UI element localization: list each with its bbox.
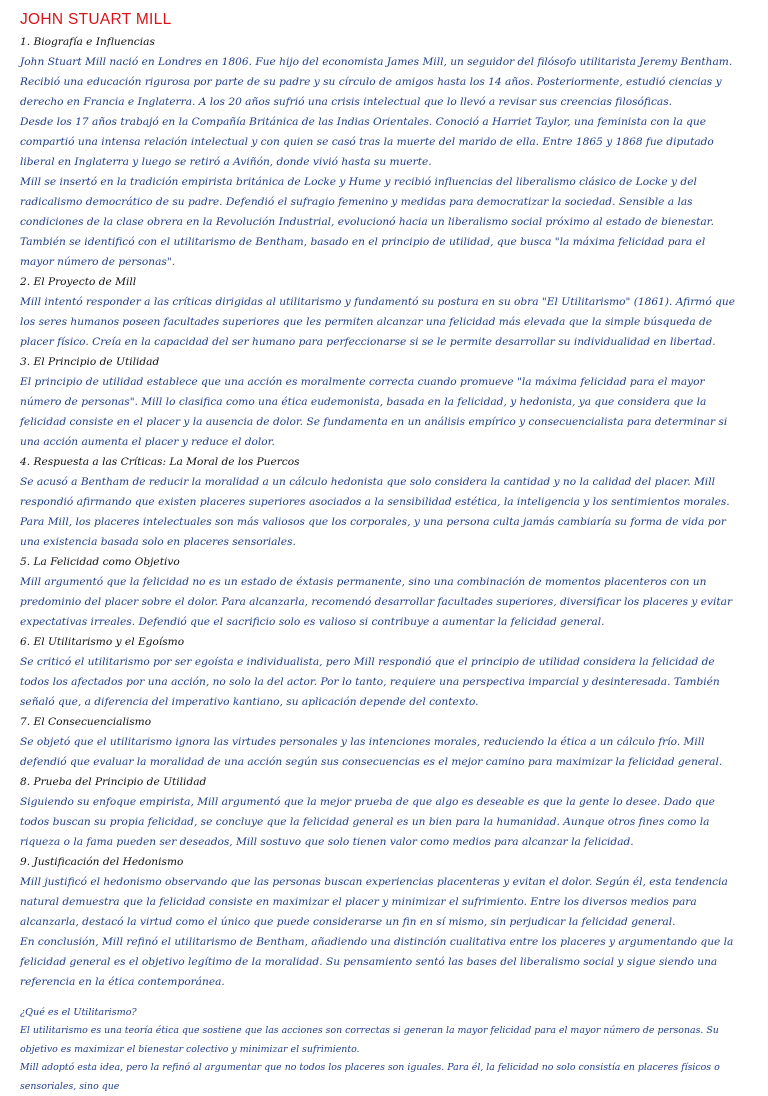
section-heading: 1. Biografía e Influencias [20,36,155,48]
appendix-paragraph: Mill adoptó esta idea, pero la refinó al argumentar que no todos los placeres son iguales. Para él, la felicidad no solo consistía en placeres físicos o sensoriales, sino que [20,1062,720,1092]
section-paragraph: Mill intentó responder a las críticas dirigidas al utilitarismo y fundamentó su postura en su obra "El Utilitarismo" (1861). Afirmó que los seres humanos poseen facultades superiores que les permiten alcanzar una felicidad más elevada que la simple búsqueda de placer físico. Creía en la capacidad del ser humano para perfeccionarse si se le permite desarrollar su individualidad en libertad. [20,296,735,348]
section-paragraph: Mill argumentó que la felicidad no es un estado de éxtasis permanente, sino una combinación de momentos placenteros con un predominio del placer sobre el dolor. Para alcanzarla, recomendó desarrollar facultades superiores, diversificar los placeres y evitar expectativas irreales. Defendió que el sacrificio solo es valioso si contribuye a aumentar la felicidad general. [20,576,733,628]
section-paragraph: John Stuart Mill nació en Londres en 1806. Fue hijo del economista James Mill, un seguidor del filósofo utilitarista Jeremy Bentham. Recibió una educación rigurosa por parte de su padre y su círculo de amigos hasta los 14 años. Posteriormente, estudió ciencias y derecho en Francia e Inglaterra. A los 20 años sufrió una crisis intelectual que lo llevó a revisar sus creencias filosóficas. [20,56,733,108]
section-paragraph: Desde los 17 años trabajó en la Compañía Británica de las Indias Orientales. Conoció a Harriet Taylor, una feminista con la que compartió una intensa relación intelectual y con quien se casó tras la muerte del marido de ella. Entre 1865 y 1868 fue diputado liberal en Inglaterra y luego se retiró a Aviñón, donde vivió hasta su muerte. [20,116,714,168]
document-title: JOHN STUART MILL [20,11,172,28]
section-heading: 6. El Utilitarismo y el Egoísmo [20,636,185,648]
section-6 [20,632,738,712]
section-paragraph: Siguiendo su enfoque empirista, Mill argumentó que la mejor prueba de que algo es deseable es que la gente lo desee. Dado que todos buscan su propia felicidad, se concluye que la felicidad general es un bien para la humanidad. Aunque otros fines como la riqueza o la fama pueden ser deseados, Mill sostuvo que solo tienen valor como medios para alcanzar la felicidad. [20,796,715,848]
section-heading: 5. La Felicidad como Objetivo [20,556,180,568]
appendix-heading: ¿Qué es el Utilitarismo? [20,1007,137,1018]
section-4 [20,452,738,552]
section-paragraph: Mill se insertó en la tradición empirista británica de Locke y Hume y recibió influencias del liberalismo clásico de Locke y del radicalismo democrático de su padre. Defendió el sufragio femenino y medidas para democratizar la sociedad. Sensible a las condiciones de la clase obrera en la Revolución Industrial, evolucionó hacia un liberalismo social próximo al estado de bienestar. También se identificó con el utilitarismo de Bentham, basado en el principio de utilidad, que busca "la máxima felicidad para el mayor número de personas". [20,176,714,268]
section-3 [20,352,738,452]
section-paragraph: Se acusó a Bentham de reducir la moralidad a un cálculo hedonista que solo considera la cantidad y no la calidad del placer. Mill respondió afirmando que existen placeres superiores asociados a la sensibilidad estética, la inteligencia y los sentimientos morales. Para Mill, los placeres intelectuales son más valiosos que los corporales, y una persona culta jamás cambiaría su forma de vida por una existencia basada solo en placeres sensoriales. [20,476,730,548]
section-paragraph: En conclusión, Mill refinó el utilitarismo de Bentham, añadiendo una distinción cualitativa entre los placeres y argumentando que la felicidad general es el objetivo legítimo de la moralidad. Su pensamiento sentó las bases del liberalismo social y sigue siendo una referencia en la ética contemporánea. [20,936,734,988]
section-heading: 9. Justificación del Hedonismo [20,856,184,868]
section-8 [20,772,738,852]
section-paragraph: El principio de utilidad establece que una acción es moralmente correcta cuando promueve "la máxima felicidad para el mayor número de personas". Mill lo clasifica como una ética eudemonista, basada en la felicidad, y hedonista, ya que considera que la felicidad consiste en el placer y la ausencia de dolor. Se fundamenta en un análisis empírico y consecuencialista para determinar si una acción aumenta el placer y reduce el dolor. [20,376,728,448]
section-heading: 4. Respuesta a las Críticas: La Moral de los Puercos [20,456,300,468]
spacer [20,992,738,1004]
section-heading: 3. El Principio de Utilidad [20,356,160,368]
section-heading: 7. El Consecuencialismo [20,716,152,728]
appendix-paragraph: El utilitarismo es una teoría ética que sostiene que las acciones son correctas si generan la mayor felicidad para el mayor número de personas. Su objetivo es maximizar el bienestar colectivo y minimizar el sufrimiento. [20,1025,719,1055]
section-paragraph: Mill justificó el hedonismo observando que las personas buscan experiencias placenteras y evitan el dolor. Según él, esta tendencia natural demuestra que la felicidad consiste en maximizar el placer y minimizar el sufrimiento. Entre los diversos medios para alcanzarla, destacó la virtud como el único que puede considerarse un fin en sí mismo, sin perjudicar la felicidad general. [20,876,728,928]
section-2 [20,272,738,352]
section-7 [20,712,738,772]
section-heading: 8. Prueba del Principio de Utilidad [20,776,207,788]
section-paragraph: Se objetó que el utilitarismo ignora las virtudes personales y las intenciones morales, reduciendo la ética a un cálculo frío. Mill defendió que evaluar la moralidad de una acción según sus consecuencias es el mejor camino para maximizar la felicidad general. [20,736,723,768]
section-9 [20,852,738,992]
section-1 [20,32,738,272]
section-5 [20,552,738,632]
appendix-section [20,1004,738,1096]
section-paragraph: Se criticó el utilitarismo por ser egoísta e individualista, pero Mill respondió que el principio de utilidad considera la felicidad de todos los afectados por una acción, no solo la del actor. Por lo tanto, requiere una perspectiva imparcial y desinteresada. También señaló que, a diferencia del imperativo kantiano, su aplicación depende del contexto. [20,656,720,708]
section-heading: 2. El Proyecto de Mill [20,276,137,288]
